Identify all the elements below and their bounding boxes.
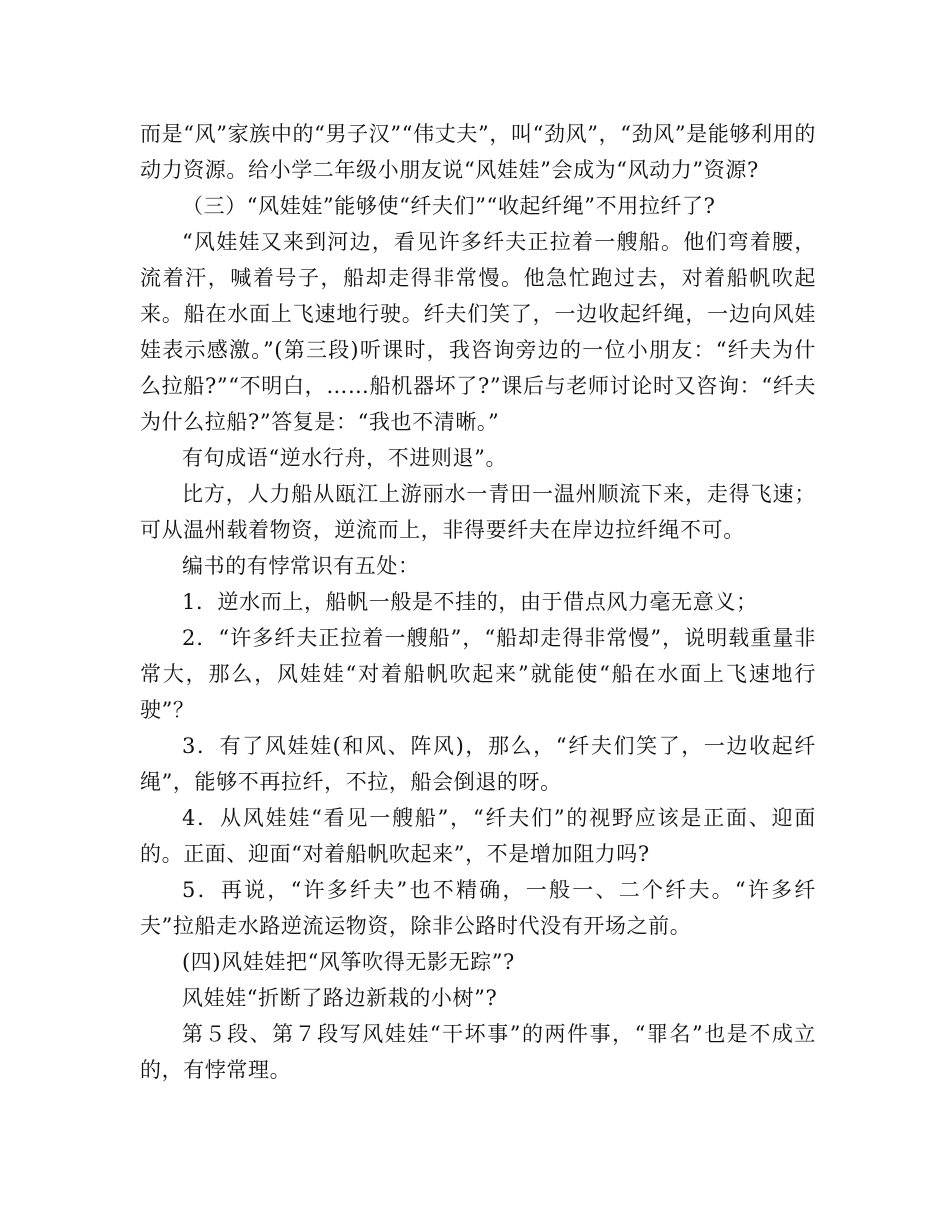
paragraph: 第５段、第７段写风娃娃“干坏事”的两件事，“罪名”也是不成立的，有悖常理。 <box>140 1022 816 1082</box>
paragraph: 比方，人力船从瓯江上游丽水一青田一温州顺流下来，走得飞速；可从温州载着物资，逆流而上，非得要纤夫在岸边拉纤绳不可。 <box>140 482 816 542</box>
paragraph: “风娃娃又来到河边，看见许多纤夫正拉着一艘船。他们弯着腰，流着汗，喊着号子，船却走得非常慢。他急忙跑过去，对着船帆吹起来。船在水面上飞速地行驶。纤夫们笑了，一边收起纤绳，一边向风娃娃表示感激。”(第三段)听课时，我咨询旁边的一位小朋友：“纤夫为什么拉船?”“不明白，……船机器坏了?”课后与老师讨论时又咨询：“纤夫为什么拉船?”答复是：“我也不清晰。” <box>140 230 816 434</box>
paragraph: 风娃娃“折断了路边新栽的小树”? <box>182 986 498 1010</box>
paragraph: 而是“风”家族中的“男子汉”“伟丈夫”，叫“劲风”，“劲风”是能够利用的动力资源。给小学二年级小朋友说“风娃娃”会成为“风动力”资源? <box>140 122 816 182</box>
list-item: 2．“许多纤夫正拉着一艘船”，“船却走得非常慢”，说明载重量非常大，那么，风娃娃“对着船帆吹起来”就能使“船在水面上飞速地行驶”？ <box>140 626 816 722</box>
paragraph: (四)风娃娃把“风筝吹得无影无踪”? <box>182 950 515 974</box>
paragraph: 编书的有悖常识有五处： <box>182 554 420 578</box>
list-item: 3．有了风娃娃(和风、阵风)，那么，“纤夫们笑了，一边收起纤绳”，能够不再拉纤，不拉，船会倒退的呀。 <box>140 734 816 794</box>
list-item: 1．逆水而上，船帆一般是不挂的，由于借点风力毫无意义； <box>182 590 758 614</box>
document-body <box>140 116 816 1088</box>
paragraph: （三）“风娃娃”能够使“纤夫们”“收起纤绳”不用拉纤了? <box>182 194 716 218</box>
list-item: 5．再说，“许多纤夫”也不精确，一般一、二个纤夫。“许多纤夫”拉船走水路逆流运物资，除非公路时代没有开场之前。 <box>140 878 816 938</box>
paragraph: 有句成语“逆水行舟，不进则退”。 <box>182 446 508 470</box>
list-item: 4．从风娃娃“看见一艘船”，“纤夫们”的视野应该是正面、迎面的。正面、迎面“对着船帆吹起来”，不是增加阻力吗? <box>140 806 816 866</box>
